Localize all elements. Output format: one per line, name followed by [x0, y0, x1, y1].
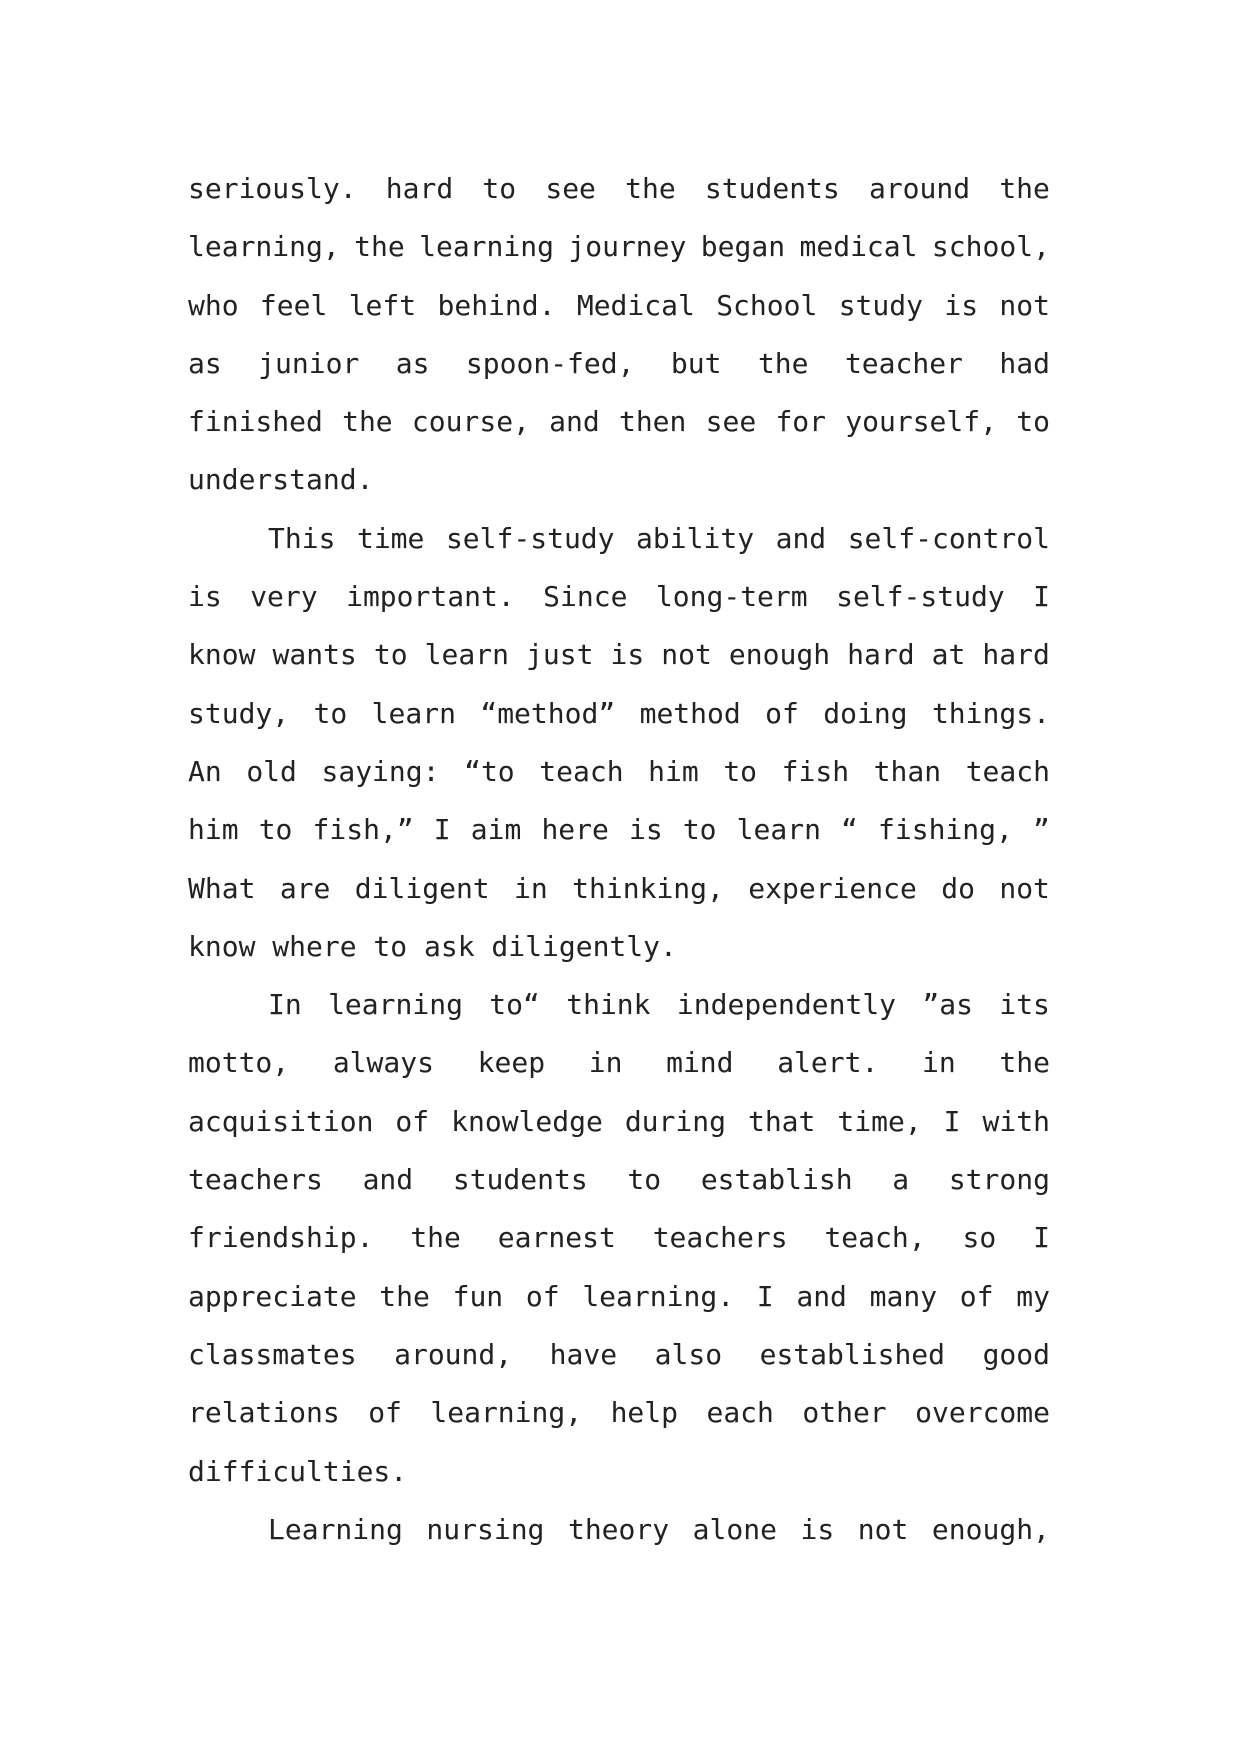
word: not [999, 871, 1050, 905]
word: friendship. [188, 1221, 374, 1255]
word: fun [452, 1279, 504, 1313]
word: fish [781, 754, 850, 788]
word: fish,” [312, 813, 414, 847]
word: but [670, 346, 722, 380]
word: him [188, 813, 239, 847]
word: “to [464, 754, 515, 788]
word: acquisition [188, 1104, 374, 1138]
word: teachers [652, 1221, 788, 1255]
word: many [869, 1279, 938, 1313]
word: a [892, 1163, 910, 1197]
word: of [395, 1104, 430, 1138]
word: classmates [188, 1337, 357, 1371]
text-line [188, 1501, 1050, 1559]
word: and [362, 1163, 414, 1197]
word: in [588, 1046, 623, 1080]
word: the [410, 1221, 461, 1255]
word: students [452, 1163, 588, 1197]
word: do [941, 871, 975, 905]
text-line [188, 335, 1050, 393]
word: theory [567, 1512, 670, 1546]
word: of [368, 1396, 402, 1430]
word: experience [748, 871, 917, 905]
text-line: know where to ask diligently. [188, 929, 677, 963]
word: as [395, 346, 430, 380]
text-line [188, 1326, 1050, 1384]
word: spoon-fed, [465, 346, 635, 380]
word: keep [477, 1046, 546, 1080]
word: established [759, 1337, 946, 1371]
word: study, [188, 696, 290, 730]
word: its [999, 988, 1050, 1022]
word: students [704, 172, 840, 205]
word: relations [188, 1396, 340, 1430]
word: left [348, 288, 417, 322]
text-line [188, 626, 1050, 684]
word: the [342, 405, 393, 439]
word: who [188, 288, 239, 322]
word: diligent [354, 871, 490, 905]
word: and [549, 405, 600, 439]
word: is [944, 288, 979, 322]
word: self-study [836, 580, 1005, 614]
text-line: difficulties. [188, 1454, 408, 1488]
word: had [999, 346, 1050, 380]
word: the [354, 230, 405, 264]
word: “ [841, 813, 858, 847]
word: journey [568, 230, 687, 264]
word: him [648, 754, 699, 788]
word: to [482, 172, 517, 205]
word: is [188, 580, 222, 614]
word: enough [728, 638, 831, 672]
word: behind. [437, 288, 556, 322]
word: I [943, 1104, 961, 1138]
text-line [188, 801, 1050, 859]
text-line [188, 277, 1050, 335]
word: learn [424, 638, 509, 672]
word: enough, [931, 1512, 1050, 1546]
word: to [313, 696, 348, 730]
word: hard [847, 638, 915, 672]
text-line [188, 1093, 1050, 1151]
word: finished [188, 405, 323, 439]
text-line [188, 1034, 1050, 1092]
word: thinking, [572, 871, 724, 905]
word: knowledge [451, 1104, 603, 1138]
word: not [857, 1512, 909, 1546]
word: What [188, 871, 256, 905]
word: This [268, 521, 336, 555]
word: alone [692, 1512, 777, 1546]
paragraph-2 [188, 510, 1050, 976]
word: motto, [188, 1046, 290, 1080]
word: teach [965, 754, 1050, 788]
word: learn [736, 813, 821, 847]
word: than [873, 754, 942, 788]
paragraph-4 [188, 1501, 1050, 1559]
word: I [1033, 1221, 1050, 1255]
word: In [268, 988, 302, 1022]
word: old [246, 754, 297, 788]
word: study [838, 288, 923, 322]
word: of [525, 1279, 560, 1313]
word: with [982, 1104, 1050, 1138]
word: always [332, 1046, 434, 1080]
word: the [999, 172, 1050, 205]
word: here [541, 813, 609, 847]
word: teach [539, 754, 624, 788]
word: hard [385, 172, 454, 205]
text-line [188, 1151, 1050, 1209]
word: long-term [655, 580, 808, 614]
word: “method” [480, 696, 616, 730]
text-line [188, 218, 1050, 276]
word: to [682, 813, 717, 847]
word: Since [543, 580, 628, 614]
word: I [756, 1279, 774, 1313]
text-line [188, 160, 1050, 218]
word: teachers [188, 1163, 323, 1197]
text-line [188, 743, 1050, 801]
word: establish [700, 1163, 853, 1197]
word: An [188, 754, 222, 788]
body-text [188, 160, 1050, 1559]
word: junior [258, 346, 360, 380]
word: ability [636, 521, 755, 555]
word: learn [371, 696, 456, 730]
word: to [627, 1163, 662, 1197]
word: strong [948, 1163, 1050, 1197]
word: as [188, 346, 222, 380]
word: and [775, 521, 827, 555]
word: hard [982, 638, 1050, 672]
word: so [962, 1221, 997, 1255]
word: self-control [847, 521, 1050, 555]
word: learning, [430, 1396, 583, 1430]
word: during [624, 1104, 726, 1138]
word: is [628, 813, 663, 847]
word: the [379, 1279, 430, 1313]
word: to“ [489, 988, 540, 1022]
word: earnest [497, 1221, 616, 1255]
word: is [610, 638, 645, 672]
word: things. [931, 696, 1050, 730]
text-line [188, 1384, 1050, 1442]
word: School [716, 288, 818, 322]
word: know [188, 638, 256, 672]
text-line [188, 1209, 1050, 1267]
word: to [1016, 405, 1050, 439]
paragraph-1 [188, 160, 1050, 510]
word: just [526, 638, 594, 672]
word: alert. [777, 1046, 879, 1080]
word: around [868, 172, 971, 205]
word: good [982, 1337, 1050, 1371]
word: aim [470, 813, 522, 847]
word: yourself, [845, 405, 997, 439]
word: to [258, 813, 293, 847]
word: have [549, 1337, 618, 1371]
word: that [747, 1104, 816, 1138]
word: also [654, 1337, 723, 1371]
word: the [625, 172, 676, 205]
word: learning. [582, 1279, 735, 1313]
word: not [661, 638, 712, 672]
word: I [1033, 580, 1050, 614]
word: ” [1032, 813, 1050, 847]
word: learning, [188, 230, 340, 264]
text-line [188, 976, 1050, 1034]
word: feel [259, 288, 328, 322]
word: to [373, 638, 408, 672]
word: around, [394, 1337, 513, 1371]
word: teach, [824, 1221, 926, 1255]
word: is [800, 1512, 835, 1546]
word: my [1016, 1279, 1050, 1313]
text-line [188, 568, 1050, 626]
text-line [188, 393, 1050, 451]
word: time, [837, 1104, 922, 1138]
word: Learning [268, 1512, 403, 1546]
word: not [999, 288, 1050, 322]
text-line [188, 860, 1050, 918]
word: school, [931, 230, 1050, 264]
word: at [931, 638, 966, 672]
word: help [610, 1396, 678, 1430]
word: ”as [922, 988, 973, 1022]
word: the [757, 346, 809, 380]
word: mind [666, 1046, 734, 1080]
word: wants [272, 638, 357, 672]
word: doing [823, 696, 908, 730]
word: think [566, 988, 651, 1022]
paragraph-3 [188, 976, 1050, 1501]
word: appreciate [188, 1279, 357, 1313]
word: Medical [576, 288, 695, 322]
word: see [705, 405, 757, 439]
text-line [188, 1268, 1050, 1326]
word: to [723, 754, 758, 788]
word: other [802, 1396, 887, 1430]
word: very [250, 580, 318, 614]
word: of [765, 696, 799, 730]
word: each [706, 1396, 774, 1430]
text-line: understand. [188, 463, 374, 497]
word: seriously. [188, 172, 357, 205]
word: in [922, 1046, 956, 1080]
word: medical [799, 230, 918, 264]
word: are [279, 871, 331, 905]
word: time [356, 521, 425, 555]
word: I [433, 813, 451, 847]
text-line [188, 510, 1050, 568]
word: learning [419, 230, 554, 264]
word: saying: [321, 754, 440, 788]
word: overcome [915, 1396, 1050, 1430]
word: for [775, 405, 827, 439]
word: teacher [844, 346, 963, 380]
word: independently [676, 988, 897, 1022]
word: the [999, 1046, 1050, 1080]
word: self-study [445, 521, 615, 555]
word: learning [328, 988, 463, 1022]
word: began [700, 230, 786, 264]
word: see [545, 172, 596, 205]
word: in [514, 871, 548, 905]
word: and [796, 1279, 847, 1313]
word: method [639, 696, 741, 730]
word: nursing [426, 1512, 545, 1546]
word: then [618, 405, 687, 439]
word: of [959, 1279, 994, 1313]
word: course, [411, 405, 530, 439]
word: fishing, [878, 813, 1013, 847]
text-line [188, 685, 1050, 743]
word: important. [346, 580, 515, 614]
